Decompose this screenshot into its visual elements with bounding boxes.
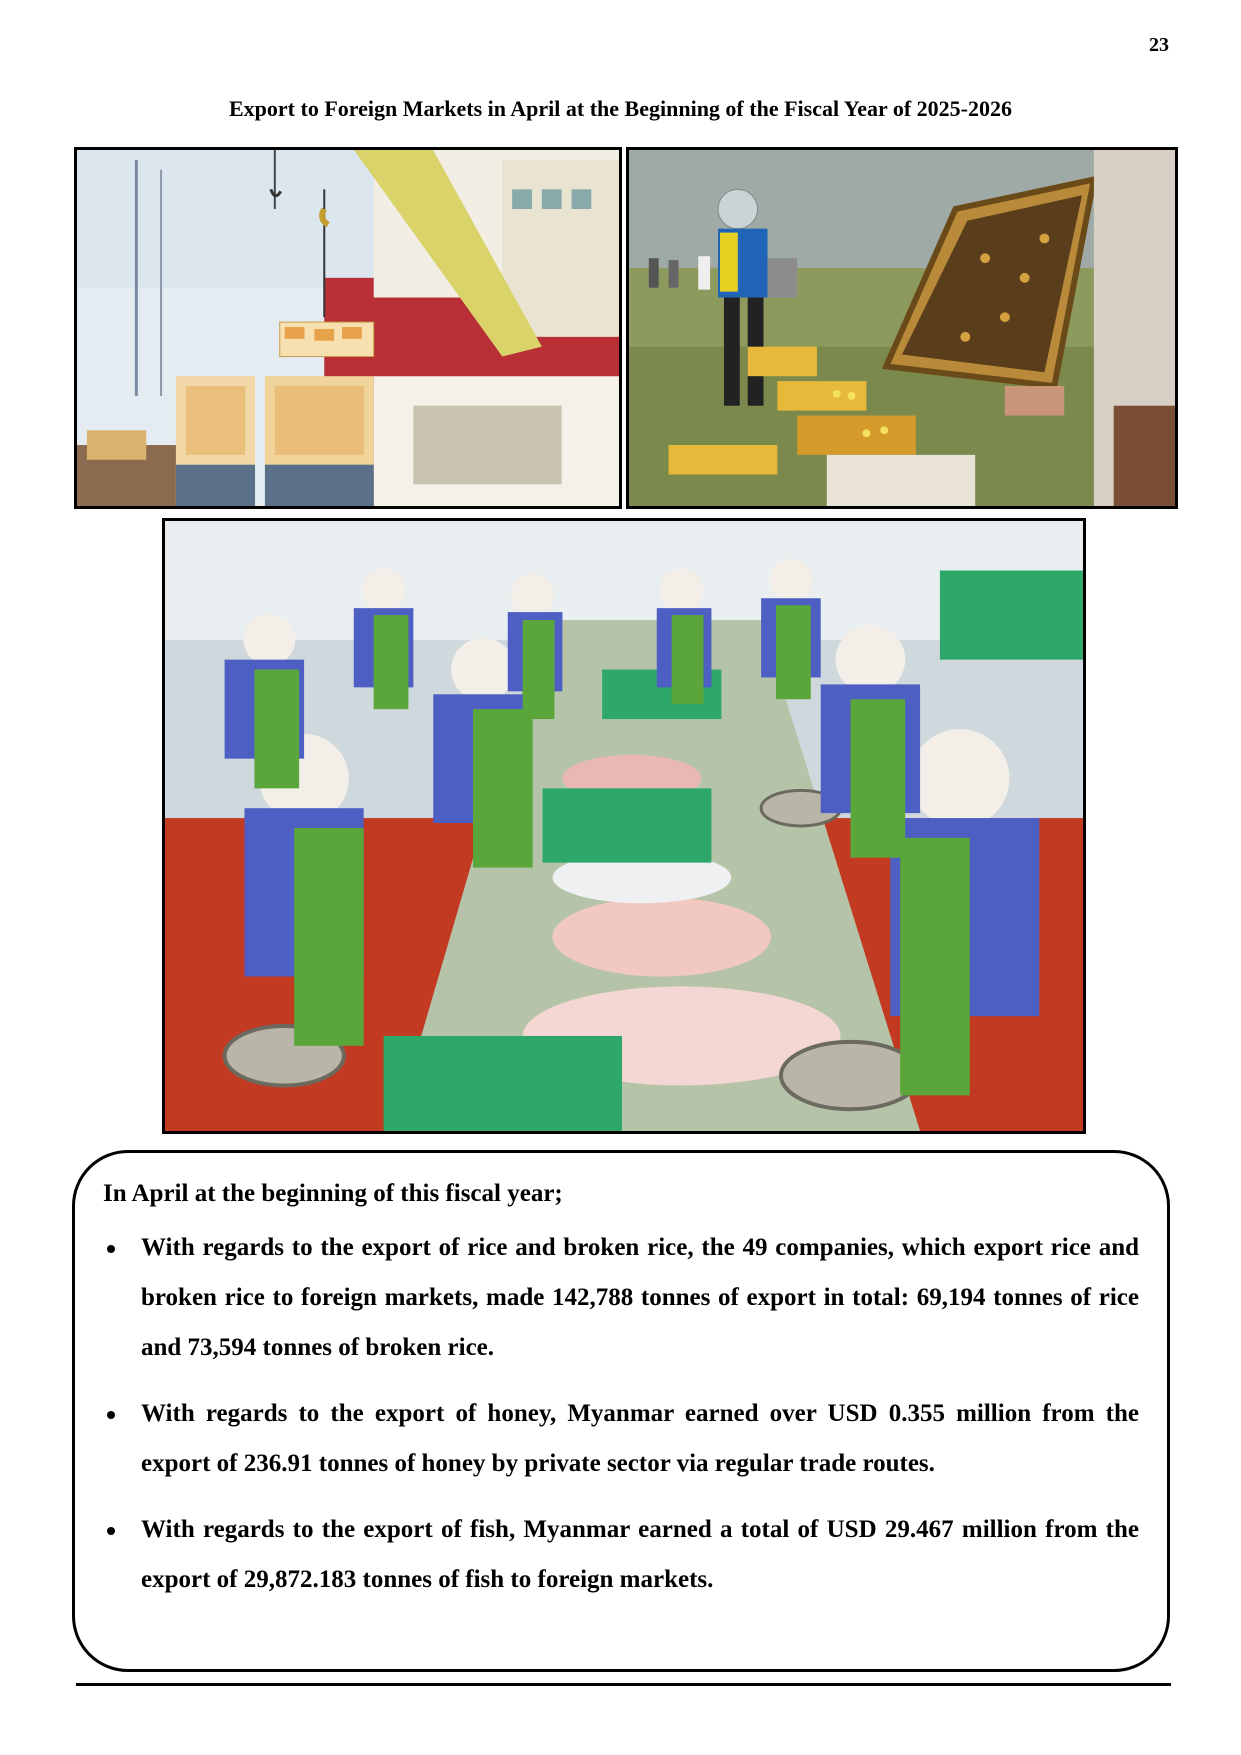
bullet-fish-export (103, 1505, 1139, 1605)
bullet-text: With regards to the export of rice and broken rice, the 49 companies, which export rice and broken rice to foreign markets, made 142,788 tonnes of export in total: 69,194 tonnes of rice and 73,594 tonnes of broken rice. (141, 1234, 1139, 1361)
bullet-dot-icon (107, 1411, 115, 1419)
fish-export-photo (162, 518, 1086, 1134)
bullet-honey-export (103, 1389, 1139, 1489)
export-summary-box (72, 1150, 1170, 1672)
bullet-dot-icon (107, 1245, 115, 1253)
bullet-rice-export (103, 1223, 1139, 1373)
honey-export-photo (626, 147, 1178, 509)
summary-intro: In April at the beginning of this fiscal year; (103, 1180, 563, 1207)
summary-bullet-list (103, 1223, 1139, 1605)
bottom-divider (76, 1683, 1171, 1686)
page-heading: Export to Foreign Markets in April at the Beginning of the Fiscal Year of 2025-2026 (229, 96, 1012, 121)
bullet-text: With regards to the export of fish, Myanmar earned a total of USD 29.467 million from the export of 29,872.183 tonnes of fish to foreign markets. (141, 1516, 1139, 1593)
rice-export-photo (74, 147, 622, 509)
bullet-text: With regards to the export of honey, Myanmar earned over USD 0.355 million from the export of 236.91 tonnes of honey by private sector via regular trade routes. (141, 1400, 1139, 1477)
page-number: 23 (1149, 34, 1169, 56)
bullet-dot-icon (107, 1527, 115, 1535)
